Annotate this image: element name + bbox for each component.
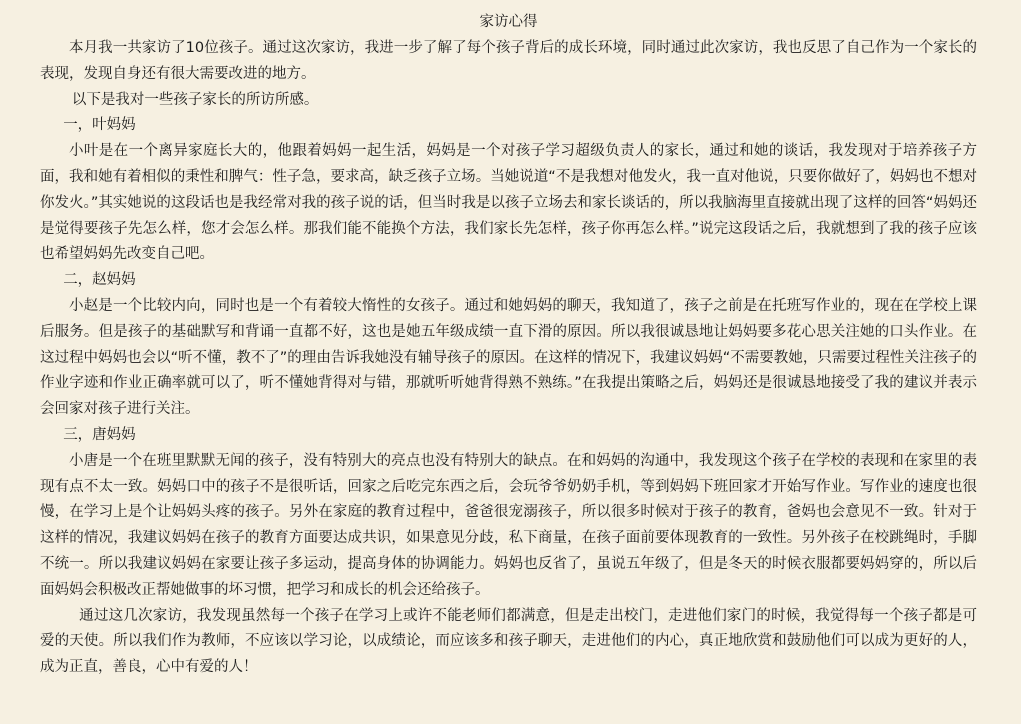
document-title: 家访心得 [479, 14, 538, 30]
intro-paragraph: 本月我一共家访了10位孩子。通过这次家访，我进一步了解了每个孩子背后的成长环境，同时通过此次家访，我也反思了自己作为一个家长的表现，发现自身还有很大需要改进的地方。 [40, 40, 977, 82]
section-body-tang: 小唐是一个在班里默默无闻的孩子，没有特别大的亮点也没有特别大的缺点。在和妈妈的沟通中，我发现这个孩子在学校的表现和在家里的表现有点不太一致。妈妈口中的孩子不是很听话，回家之后吃完东西之后，会玩爷爷奶奶手机，等到妈妈下班回家才开始写作业。写作业的速度也很慢，在学习上是个让妈妈头疼的孩子。另外在家庭的教育过程中，爸爸很宠溺孩子，所以很多时候对于孩子的教育，爸妈也会意见不一致。针对于这样的情况，我建议妈妈在孩子的教育方面要达成共识，如果意见分歧，私下商量，在孩子面前要体现教育的一致性。另外孩子在校跳绳时，手脚不统一。所以我建议妈妈在家要让孩子多运动，提高身体的协调能力。妈妈也反省了，虽说五年级了，但是冬天的时候衣服都要妈妈穿的，所以后面妈妈会积极改正帮她做事的坏习惯，把学习和成长的机会还给孩子。 [40, 452, 977, 598]
closing-paragraph: 通过这几次家访，我发现虽然每一个孩子在学习上或许不能老师们都满意，但是走出校门，走进他们家门的时候，我觉得每一个孩子都是可爱的天使。所以我们作为教师，不应该以学习论，以成绩论，而应该多和孩子聊天，走进他们的内心，真正地欣赏和鼓励他们可以成为更好的人，成为正直，善良，心中有爱的人！ [40, 607, 977, 676]
intro-paragraph-2: 以下是我对一些孩子家长的所访所感。 [71, 91, 319, 108]
section-heading-zhao: 二，赵妈妈 [63, 272, 136, 289]
section-heading-tang: 三，唐妈妈 [63, 426, 136, 443]
section-heading-ye: 一，叶妈妈 [63, 117, 136, 134]
section-body-ye: 小叶是在一个离异家庭长大的，他跟着妈妈一起生活，妈妈是一个对孩子学习超级负责人的家长，通过和她的谈话，我发现对于培养孩子方面，我和她有着相似的秉性和脾气：性子急，要求高，缺乏孩子立场。当她说道“不是我想对他发火，我一直对他说，只要你做好了，妈妈也不想对你发火。”其实她说的这段话也是我经常对我的孩子说的话，但当时我是以孩子立场去和家长谈话的，所以我脑海里直接就出现了这样的回答“妈妈还是觉得要孩子先怎么样，您才会怎么样。那我们能不能换个方法，我们家长先怎样，孩子你再怎么样。”说完这段话之后，我就想到了我的孩子应该也希望妈妈先改变自己吧。 [40, 143, 977, 263]
section-body-zhao: 小赵是一个比较内向，同时也是一个有着较大惰性的女孩子。通过和她妈妈的聊天，我知道了，孩子之前是在托班写作业的，现在在学校上课后服务。但是孩子的基础默写和背诵一直都不好，这也是她五年级成绩一直下滑的原因。所以我很诚恳地让妈妈要多花心思关注她的口头作业。在这过程中妈妈也会以“听不懂，教不了”的理由告诉我她没有辅导孩子的原因。在这样的情况下，我建议妈妈“不需要教她，只需要过程性关注孩子的作业字迹和作业正确率就可以了，听不懂她背得对与错，那就听听她背得熟不熟练。”在我提出策略之后，妈妈还是很诚恳地接受了我的建议并表示会回家对孩子进行关注。 [40, 297, 977, 418]
